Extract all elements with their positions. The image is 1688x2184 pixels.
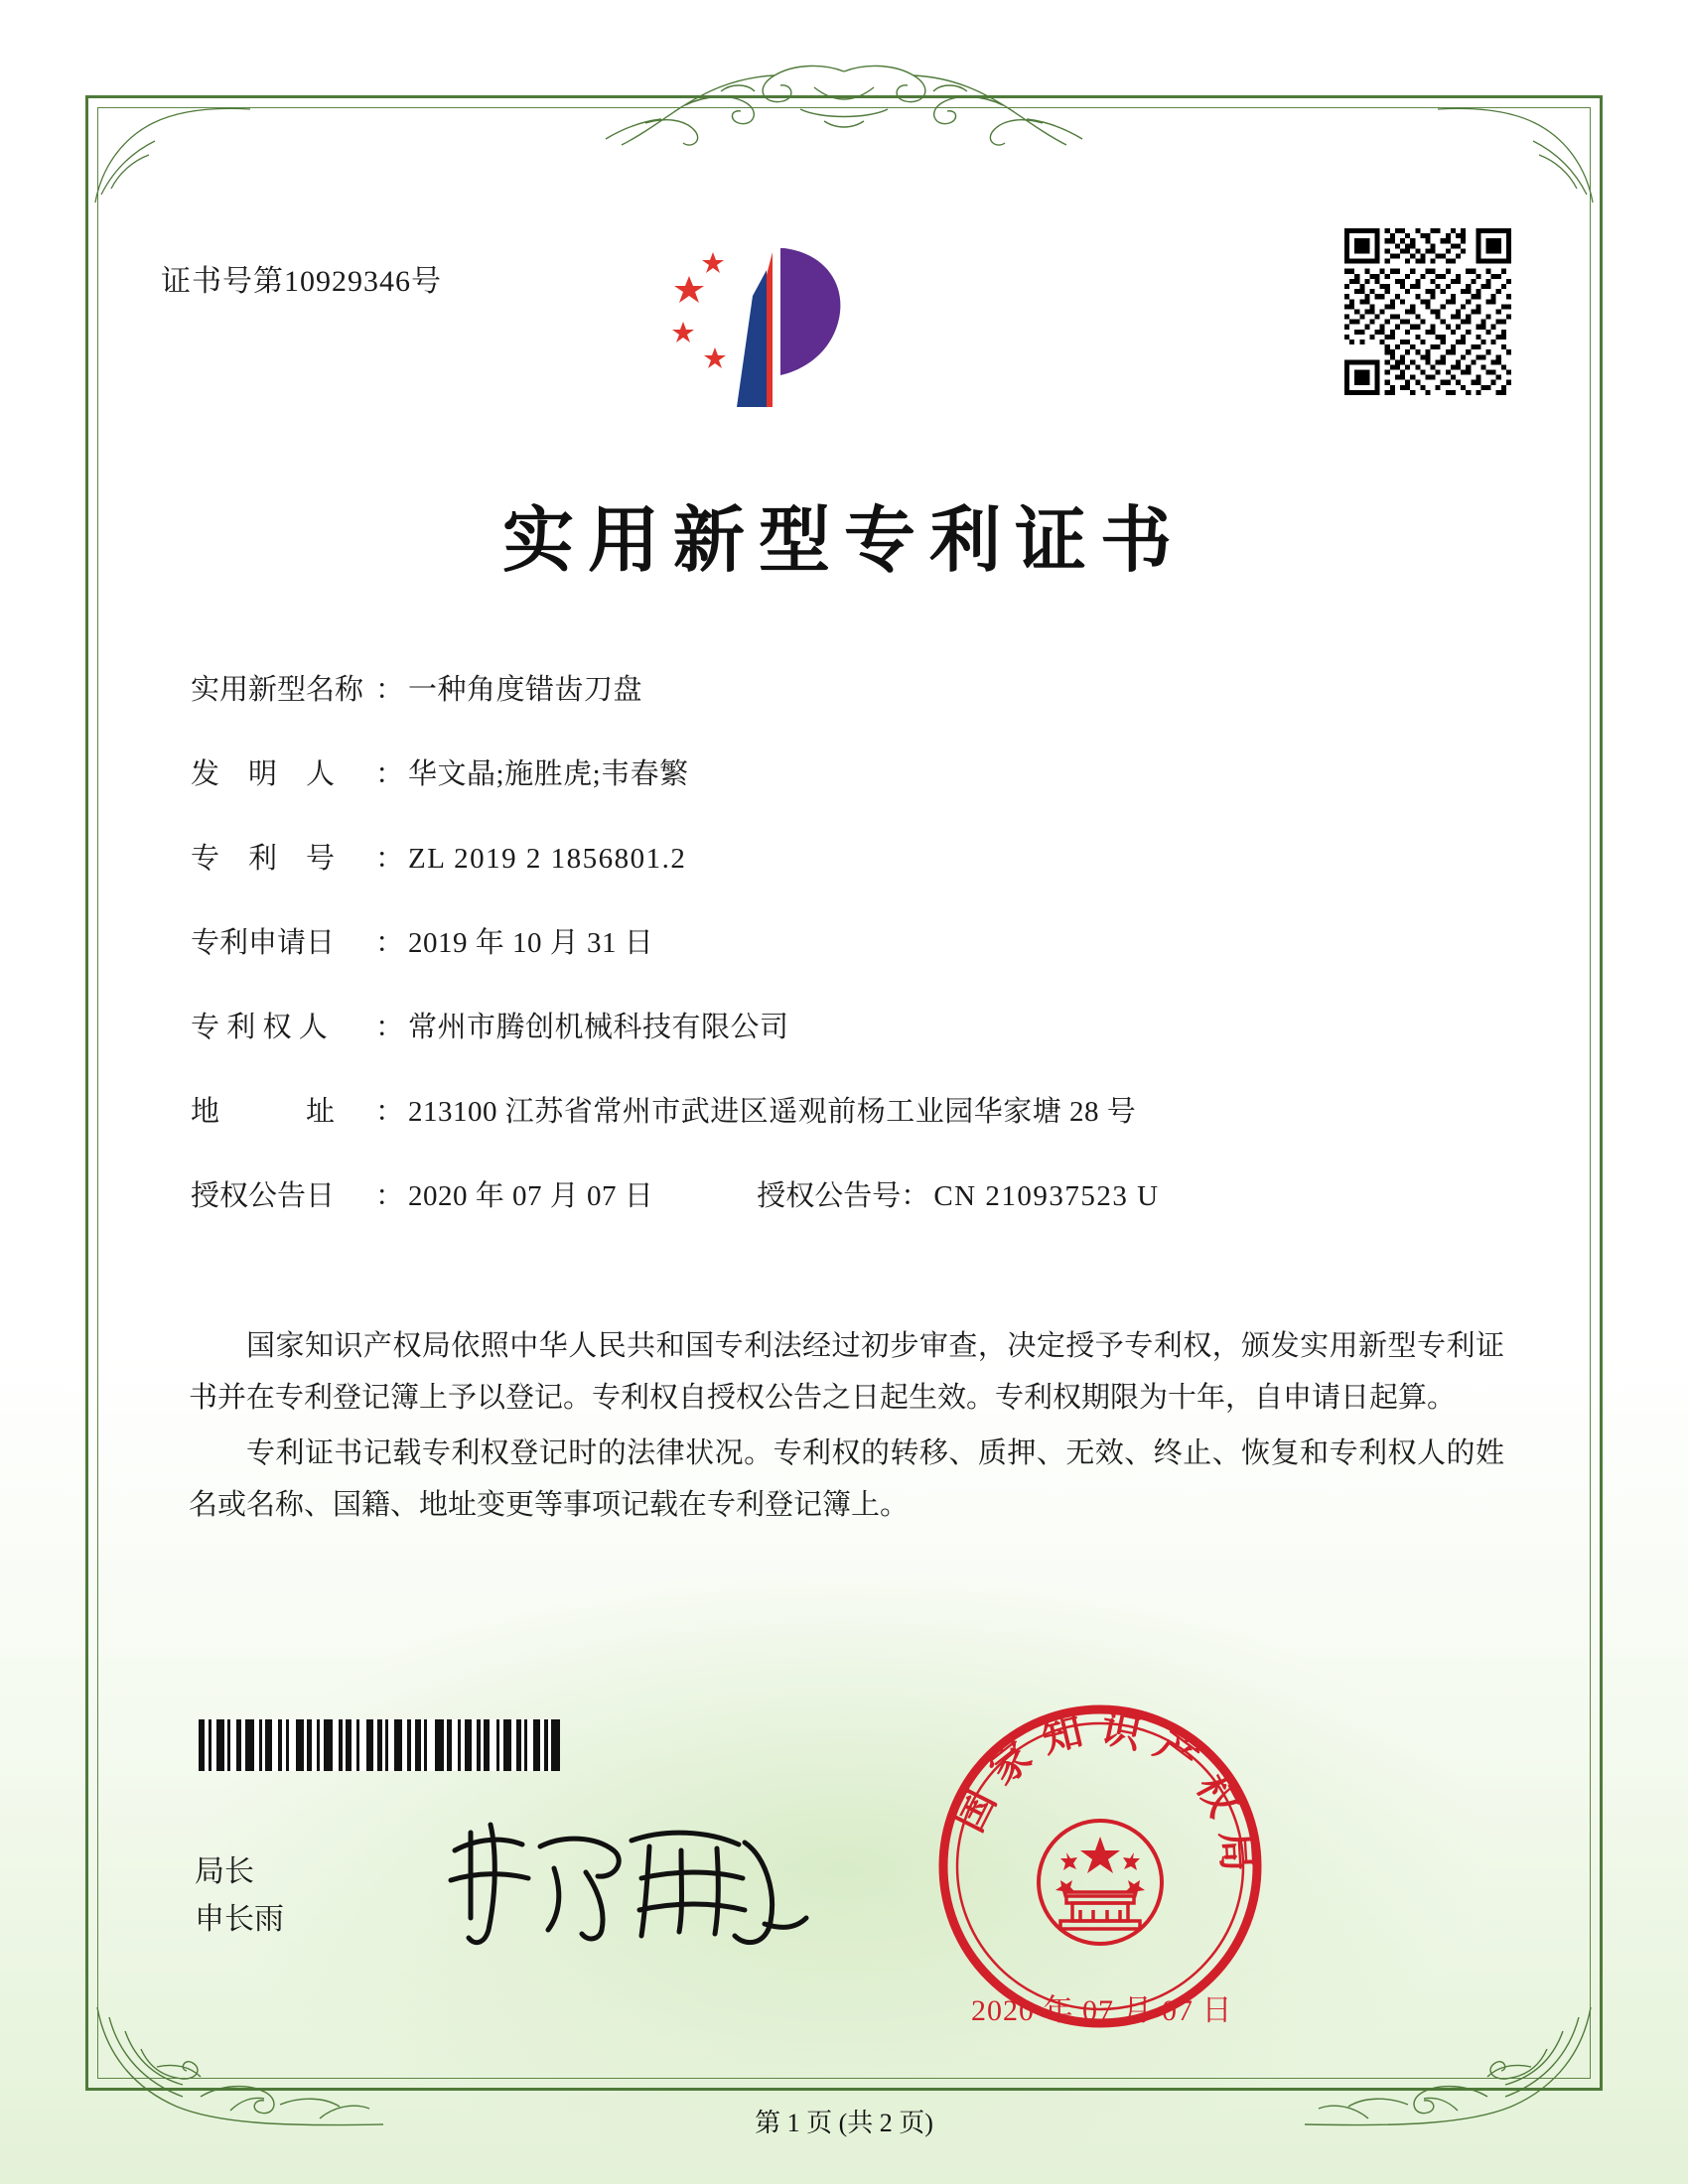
field-colon: ： (375, 927, 405, 959)
field-colon: ： (375, 1180, 405, 1212)
legal-text-block (189, 1320, 1504, 1535)
field-value: 华文晶;施胜虎;韦春繁 (408, 758, 689, 790)
page-title: 实用新型专利证书 (501, 497, 1186, 582)
field-value: CN 210937523 U (933, 1180, 1160, 1212)
director-signature-label (195, 1848, 284, 1944)
field-value: 2019 年 10 月 31 日 (408, 927, 654, 959)
handwritten-signature (437, 1807, 814, 1956)
field-colon: ： (375, 674, 405, 706)
field-label: 专利申请日 (191, 927, 336, 959)
legal-paragraph-2: 专利证书记载专利权登记时的法律状况。专利权的转移、质押、无效、终止、恢复和专利权人的姓名或名称、国籍、地址变更等事项记载在专利登记簿上。 (189, 1437, 1504, 1521)
page-footer: 第 1 页 (共 2 页) (755, 2109, 933, 2137)
field-value: 常州市腾创机械科技有限公司 (408, 1012, 789, 1043)
field-label: 专 利 号 (191, 843, 336, 875)
field-grant-date (191, 1173, 653, 1214)
barcode (199, 1719, 606, 1771)
field-grant-row (191, 1173, 1501, 1214)
field-value: 2020 年 07 月 07 日 (408, 1180, 654, 1212)
seal-date: 2020 年 07 月 07 日 (971, 1994, 1233, 2027)
field-patentee (191, 1005, 1501, 1045)
field-colon: ： (375, 1096, 405, 1128)
field-label: 授权公告日 (191, 1180, 336, 1212)
field-application-date (191, 920, 1501, 961)
field-label: 授权公告号 (757, 1180, 902, 1212)
field-label: 地 址 (191, 1096, 336, 1128)
field-utility-model-name (191, 667, 1501, 708)
field-colon: ： (375, 1012, 405, 1043)
official-seal (931, 1698, 1269, 2035)
field-colon: ： (901, 1180, 930, 1212)
field-grant-number (757, 1173, 1159, 1214)
certificate-fields (191, 667, 1501, 1258)
qr-code (1344, 228, 1511, 395)
field-patent-number (191, 836, 1501, 877)
top-flourish-ornament (526, 62, 1162, 147)
svg-text:国家知识产权局: 国家知识产权局 (945, 1704, 1262, 1887)
field-value: 213100 江苏省常州市武进区遥观前杨工业园华家塘 28 号 (408, 1096, 1137, 1128)
legal-paragraph-1: 国家知识产权局依照中华人民共和国专利法经过初步审查，决定授予专利权，颁发实用新型专利证书并在专利登记簿上予以登记。专利权自授权公告之日起生效。专利权期限为十年，自申请日起算。 (189, 1330, 1504, 1414)
field-value: ZL 2019 2 1856801.2 (408, 843, 687, 875)
field-inventors (191, 751, 1501, 792)
director-role: 局长 (195, 1855, 254, 1888)
field-label: 发 明 人 (191, 758, 336, 790)
field-colon: ： (375, 843, 405, 875)
director-name: 申长雨 (195, 1903, 284, 1936)
field-value: 一种角度错齿刀盘 (408, 674, 643, 706)
field-colon: ： (375, 758, 405, 790)
field-address (191, 1089, 1501, 1130)
field-label: 专 利 权 人 (191, 1012, 328, 1043)
top-right-corner-ornament (1428, 99, 1597, 208)
certificate-number: 证书号第10929346号 (161, 265, 442, 298)
top-left-corner-ornament (91, 99, 260, 208)
field-label: 实用新型名称 (191, 674, 364, 706)
cnipa-logo-icon (667, 230, 886, 429)
